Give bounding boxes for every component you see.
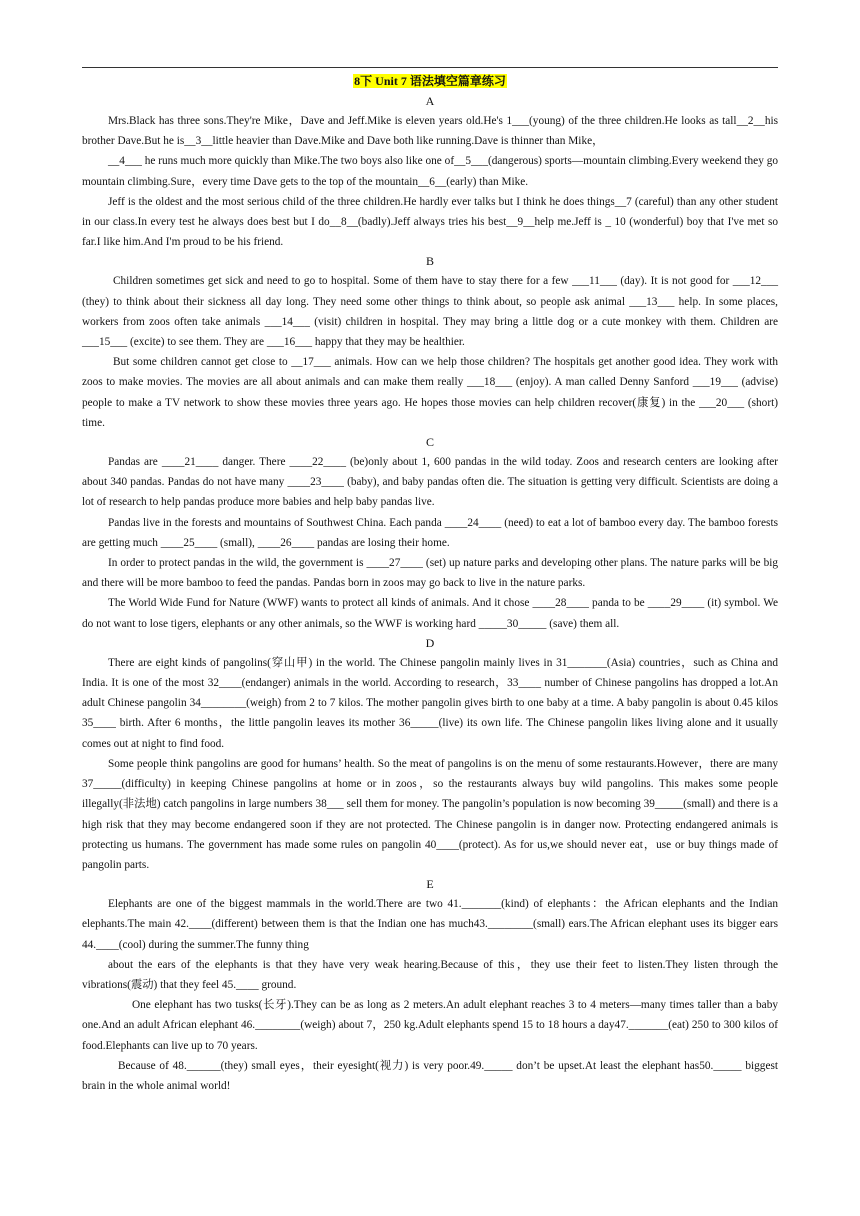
worksheet-content <box>82 92 778 1096</box>
section-heading: B <box>425 254 434 269</box>
passage-paragraph: The World Wide Fund for Nature (WWF) wants to protect all kinds of animals. And it chose ____28____ panda to be ____29____ (it) symbol. We do not want to lose tigers, elephants or any other animals, so the WWF is working hard _____30_____ (save) them all. <box>82 597 778 630</box>
passage-a <box>82 92 778 252</box>
top-rule <box>82 67 778 68</box>
passage-paragraph: One elephant has two tusks(长牙).They can be as long as 2 meters.An adult elephant reaches 3 to 4 meters—many times taller than a baby one.And an adult African elephant 46.________(weigh) about 7，250 kg.Adult elephants spend 15 to 18 hours a day47._______(eat) 250 to 300 kilos of food.Elephants can live up to 70 years. <box>82 999 778 1052</box>
passage-paragraph: Pandas live in the forests and mountains of Southwest China. Each panda ____24____ (need) to eat a lot of bamboo every day. The bamboo forests are getting much ____25____ (small), ____26____ pandas are losing their home. <box>82 516 778 549</box>
passage-paragraph: Mrs.Black has three sons.They're Mike，Dave and Jeff.Mike is eleven years old.He's 1___(young) of the three children.He looks as tall__2__his brother Dave.But he is__3__little heavier than Dave.Mike and Dave both like running.Dave is thinner than Mike， <box>82 115 778 148</box>
passage-paragraph: Some people think pangolins are good for humans’ health. So the meat of pangolins is on the menu of some restaurants.However，there are many 37_____(difficulty) in keeping Chinese pangolins at home or in zoos，so the restaurants always buy wild pangolins. This makes some people illegally(非法地) catch pangolins in large numbers 38___ sell them for money. The pangolin’s population is now becoming 39_____(small) and there is a high risk that they may become endangered soon if they are not protected. The Chinese pangolin is in danger now. Protecting endangered animals is protecting us humans. The government has made some rules on pangolin 40____(protect). As for us,we should never eat，use or buy things made of pangolin parts. <box>82 757 778 871</box>
passage-paragraph: Children sometimes get sick and need to go to hospital. Some of them have to stay there for a few ___11___ (day). It is not good for ___12___ (they) to think about their sickness all day long. They need some other things to think about, so people ask animal ___13___ help. In some places, workers from zoos often take animals ___14___ (visit) children in hospital. They may bring a little dog or a cute monkey with them. Children are ___15___ (excite) to see them. They are ___16___ happy that they may be healthier. <box>82 275 778 349</box>
section-heading: A <box>425 94 435 108</box>
passage-paragraph: Jeff is the oldest and the most serious child of the three children.He hardly ever talks but I think he does things__7 (careful) than any other student in our class.In every test he always does best but I do__8__(badly).Jeff always tries his best__9__help me.Jeff is _ 10 (wonderful) boy that I've met so far.I like him.And I'm proud to be his friend. <box>82 195 778 249</box>
passage-paragraph: __4___ he runs much more quickly than Mike.The two boys also like one of__5___(dangerous) sports—mountain climbing.Every weekend they go mountain climbing.Sure，every time Dave gets to the top of the mountain__6__(early) than Mike. <box>82 155 778 188</box>
page-title: 8下 Unit 7 语法填空篇章练习 <box>354 74 506 88</box>
passage-paragraph: There are eight kinds of pangolins(穿山甲) in the world. The Chinese pangolin mainly lives in 31_______(Asia) countries，such as China and India. It is one of the most 32____(endanger) animals in the world. According to research，33____ number of Chinese pangolins has dropped a lot.An adult Chinese pangolin 34________(weigh) from 2 to 7 kilos. The mother pangolin gives birth to one baby at a time. A baby pangolin is about 0.45 kilos 35____ birth. After 6 months，the little pangolin leaves its mother 36_____(live) its own life. The Chinese pangolin likes living alone and it usually comes out at night to find food. <box>82 656 778 750</box>
passage-b <box>82 252 778 433</box>
section-heading: E <box>426 877 434 892</box>
passage-paragraph: In order to protect pandas in the wild, the government is ____27____ (set) up nature parks and developing other plans. The nature parks will be big and there will be more bamboo to feed the pandas. Pandas born in zoos may go back to live in the nature parks. <box>82 557 778 590</box>
passage-paragraph: Because of 48.______(they) small eyes，their eyesight(视力) is very poor.49._____ don’t be upset.At least the elephant has50._____ biggest brain in the whole animal world! <box>82 1059 778 1092</box>
passage-paragraph: But some children cannot get close to __17___ animals. How can we help those children? The hospitals get another good idea. They work with zoos to make movies. The movies are all about animals and can make them really ___18___ (enjoy). A man called Denny Sanford ___19___ (advise) people to make a TV network to show these movies three years ago. He hopes those movies can help children recover(康复) in the ___20___ (short) time. <box>82 356 778 429</box>
title-bar <box>0 72 860 90</box>
passage-paragraph: Elephants are one of the biggest mammals in the world.There are two 41._______(kind) of elephants：the African elephants and the Indian elephants.The main 42.____(different) between them is that the Indian one has much43.________(small) ears.The African elephant uses its bigger ears 44.____(cool) during the summer.The funny thing <box>82 898 778 951</box>
passage-paragraph: about the ears of the elephants is that they have very weak hearing.Because of this，they use their feet to listen.They listen through the vibrations(震动) that they feel 45.____ ground. <box>82 958 778 991</box>
section-heading: D <box>425 635 435 650</box>
section-heading: C <box>425 435 434 450</box>
passage-paragraph: Pandas are ____21____ danger. There ____22____ (be)only about 1, 600 pandas in the wild today. Zoos and research centers are looking after about 340 pandas. Pandas do not have many ____23____ (baby), and baby pandas often die. The situation is getting very difficult. Scientists are doing a lot of research to help pandas produce more babies and help baby pandas live. <box>82 456 778 509</box>
passage-d <box>82 634 778 875</box>
passage-e <box>82 875 778 1096</box>
passage-c <box>82 433 778 634</box>
